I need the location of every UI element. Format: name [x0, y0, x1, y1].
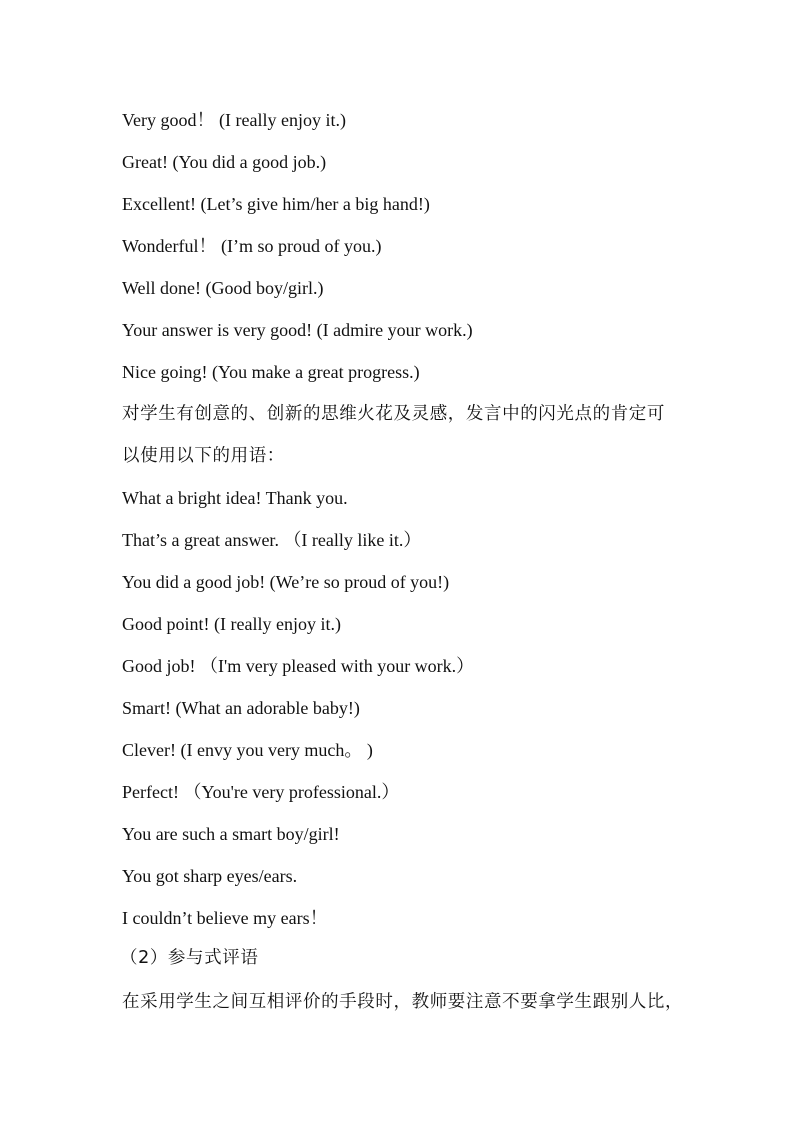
text-line: That’s a great answer. （I really like it.） [122, 530, 422, 550]
paragraph-line: 对学生有创意的、创新的思维火花及灵感，发言中的闪光点的肯定可 [122, 404, 665, 424]
text-line: Perfect! （You're very professional.） [122, 782, 400, 802]
paragraph-line: 以使用以下的用语： [122, 446, 285, 466]
paragraph-line: 在采用学生之间互相评价的手段时，教师要注意不要拿学生跟别人比， [122, 992, 684, 1012]
text-line: Your answer is very good! (I admire your work.) [122, 320, 473, 340]
text-line: Very good！ (I really enjoy it.) [122, 110, 346, 130]
text-line: You did a good job! (We’re so proud of you!) [122, 572, 450, 592]
section-heading: （2）参与式评语 [120, 948, 259, 968]
text-line: Smart! (What an adorable baby!) [122, 698, 360, 718]
text-line: Good point! (I really enjoy it.) [122, 614, 341, 634]
text-line: Good job! （I'm very pleased with your work.） [122, 656, 475, 676]
text-line: Nice going! (You make a great progress.) [122, 362, 420, 382]
text-line: Clever! (I envy you very much。 ) [122, 740, 373, 760]
text-line: Wonderful！ (I’m so proud of you.) [122, 236, 382, 256]
text-line: Well done! (Good boy/girl.) [122, 278, 324, 298]
text-line: You are such a smart boy/girl! [122, 824, 340, 844]
text-line: I couldn’t believe my ears！ [122, 908, 328, 928]
text-line: What a bright idea! Thank you. [122, 488, 348, 508]
text-line: You got sharp eyes/ears. [122, 866, 298, 886]
text-line: Great! (You did a good job.) [122, 152, 327, 172]
text-line: Excellent! (Let’s give him/her a big hand!) [122, 194, 430, 214]
